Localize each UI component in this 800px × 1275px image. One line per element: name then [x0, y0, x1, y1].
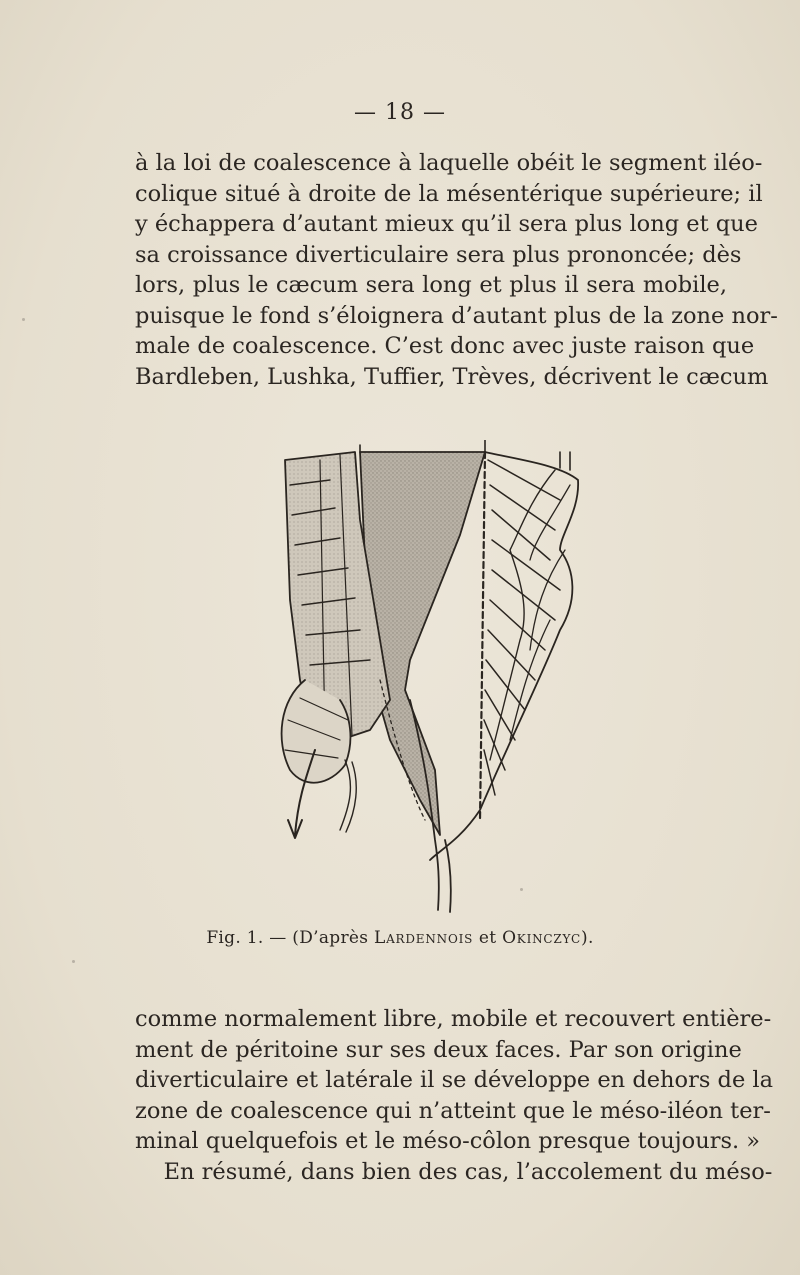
text-line: puisque le fond s’éloignera d’autant plus de la zone nor- [135, 302, 778, 329]
text-line: ment de péritoine sur ses deux faces. Par son origine [135, 1036, 742, 1063]
caption-suffix: ). [581, 928, 594, 948]
text-line: minal quelquefois et le méso-côlon presque toujours. » [135, 1128, 761, 1154]
figure-caption [0, 928, 800, 948]
anatomical-figure [260, 440, 600, 920]
caption-prefix: Fig. 1. — (D’après [206, 928, 374, 948]
text-line: En résumé, dans bien des cas, l’accolement du méso- [135, 1158, 773, 1185]
text-line: comme normalement libre, mobile et recouvert entière- [135, 1006, 772, 1032]
text-line: à la loi de coalescence à laquelle obéit le segment iléo- [135, 150, 763, 176]
text-line: Bardleben, Lushka, Tuffier, Trèves, décrivent le cæcum [135, 363, 769, 390]
caption-conjunction: et [473, 928, 503, 948]
caption-author-2: Okinczyc [502, 928, 582, 948]
paper-speck [22, 318, 25, 321]
text-line: zone de coalescence qui n’atteint que le méso-iléon ter- [135, 1097, 771, 1124]
paper-speck [520, 888, 523, 891]
appendix [340, 760, 356, 832]
page-number: — 18 — [354, 100, 446, 125]
top-paragraph [135, 148, 778, 392]
text-line: sa croissance diverticulaire sera plus prononcée; dès [135, 241, 742, 268]
caption-author-1: Lardennois [373, 928, 474, 948]
text-line: male de coalescence. C’est donc avec juste raison que [135, 333, 755, 359]
text-line: lors, plus le cæcum sera long et plus il sera mobile, [135, 272, 727, 298]
paper-speck [72, 960, 75, 963]
text-line: diverticulaire et latérale il se développe en dehors de la [135, 1067, 774, 1093]
text-line: colique situé à droite de la mésentérique supérieure; il [135, 180, 763, 207]
bottom-paragraph [135, 1004, 774, 1187]
text-line: y échappera d’autant mieux qu’il sera plus long et que [135, 211, 758, 237]
